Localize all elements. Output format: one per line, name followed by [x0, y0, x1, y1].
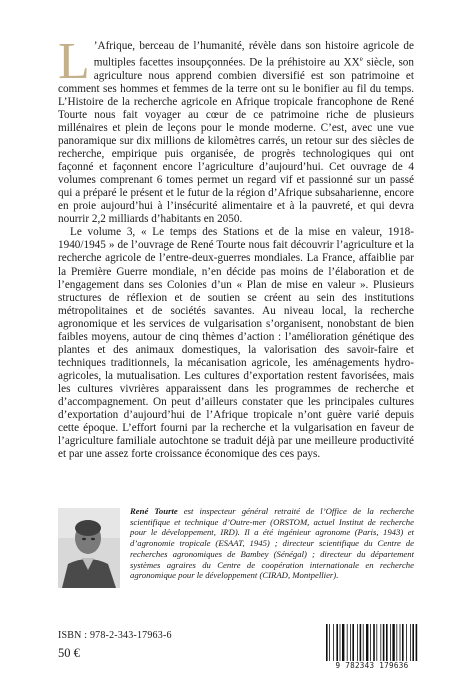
author-portrait-image — [58, 508, 120, 588]
isbn: ISBN : 978-2-343-17963-6 — [58, 630, 172, 641]
blurb-paragraph-1-rest: siècle, son agriculture nous apprend combien diversifié est son patrimoine et comment ses hommes et femmes de la terre ont su le bonifier au fil du temps. L’Histoire de la recherche agricole en Afrique tropicale francophone de René Tourte nous fait voyager au cœur de ce patrimoine riche de plusieurs millénaires et plein de leçons pour le monde moderne. C’est, avec une vue panoramique sur dix millions de kilomètres carrés, un retour sur des siècles de recherche, empirique puis organisée, de progrès technologiques qui ont façonné et façonnent encore l’agriculture d’aujourd’hui. Cet ouvrage de 4 volumes comprenant 6 tomes permet un regard vif et passionné sur un passé qui a préparé le présent et le futur de la région d’Afrique subsaharienne, encore en proie aujourd’hui à l’insécurité alimentaire et à la pauvreté, et qui devra nourrir 2,2 milliards d’habitants en 2050. — [58, 56, 414, 226]
author-bio — [130, 506, 414, 581]
author-photo — [58, 508, 120, 588]
blurb-text — [58, 33, 414, 461]
century-superscript: e — [359, 55, 363, 64]
price: 50 € — [58, 646, 80, 660]
blurb-paragraph-1-start: ’Afrique, berceau de l’humanité, révèle dans son histoire agricole de multiples facettes insoupçonnées. De la préhistoire au XX — [93, 40, 414, 69]
blurb-paragraph-1 — [58, 33, 414, 226]
drop-cap: L — [58, 33, 90, 90]
barcode-digits: 9 782343 179636 — [322, 661, 422, 670]
author-bio-section — [58, 506, 414, 610]
author-bio-text: est inspecteur général retraité de l’Office de la recherche scientifique et technique d’Outre-mer (ORSTOM, actuel Institut de recherche pour le développement, IRD). Il a été ingénieur agronome (Paris, 1943) et d’agronomie tropicale (ESAAT, 1945) ; directeur scientifique du Centre de recherches agronomiques de Bambey (Sénégal) ; directeur du département systèmes agraires du Centre de coopération internationale en recherche agronomique pour le développement (CIRAD, Montpellier). — [130, 506, 414, 581]
author-name: René Tourte — [130, 506, 178, 516]
blurb-paragraph-2: Le volume 3, « Le temps des Stations et de la mise en valeur, 1918-1940/1945 » de l’ouvrage de René Tourte nous fait découvrir l’agriculture et la recherche agricole de l’entre-deux-guerres mondiales. La France, affaiblie par la Première Guerre mondiale, n’en décide pas moins de l’élaboration et de l’engagement dans ses Colonies d’un « Plan de mise en valeur ». Plusieurs structures de réflexion et de soutien se créent au sein des institutions métropolitaines et de sociétés savantes. Au niveau local, la recherche agronomique et les services de vulgarisation s’organisent, nonobstant de bien faibles moyens, autour de cinq thèmes d’action : l’amélioration génétique des plantes et des animaux domestiques, la valorisation des savoir-faire et techniques traditionnels, la mécanisation agricole, les aménagements hydro-agricoles, la mutualisation. Les cultures d’exportation restent favorisées, mais les cultures vivrières apparaissent dans les programmes de recherche et d’accompagnement. On peut d’ailleurs constater que les principales cultures d’exportation d’aujourd’hui de l’Afrique tropicale n’ont guère varié depuis cette époque. L’effort fourni par la recherche et la vulgarisation en faveur de l’agriculture familiale autochtone se traduit déjà par une meilleure productivité et par une assez forte croissance économique des ces pays. — [58, 226, 414, 461]
